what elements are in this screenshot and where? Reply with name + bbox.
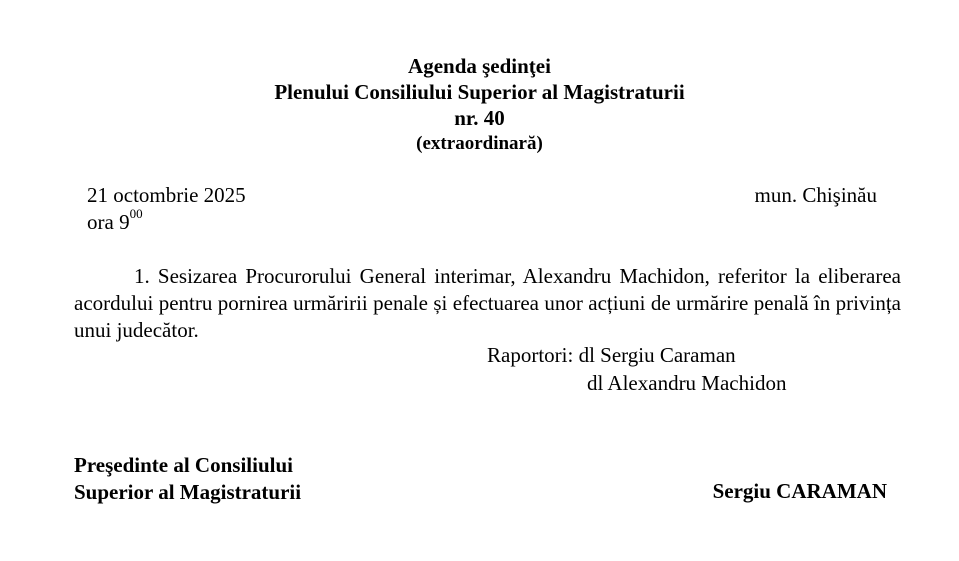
heading-title: Agenda şedinţei [408,54,551,78]
meeting-time [87,206,143,235]
rapporteurs-line-2: dl Alexandru Machidon [587,371,787,395]
signatory-title-line-2: Superior al Magistraturii [74,480,302,504]
heading-session-type: (extraordinară) [416,133,543,154]
document-heading [0,53,959,157]
signatory-title-line-1: Preşedinte al Consiliului [74,453,293,477]
rapporteurs-line-1: Raportori: dl Sergiu Caraman [487,343,736,367]
meeting-date: 21 octombrie 2025 [87,183,246,207]
agenda-item-1: 1. Sesizarea Procurorului General interimar, Alexandru Machidon, referitor la eliberarea acordului pentru pornirea urmăririi penale și efectuarea unor acțiuni de urmărire penală în privința unui judecător. [74,264,901,342]
signatory-name: Sergiu CARAMAN [712,479,887,503]
signatory-title [74,452,301,506]
heading-institution: Plenului Consiliului Superior al Magistraturii [274,80,685,104]
meeting-time-minutes: 00 [129,206,143,221]
meeting-city: mun. Chişinău [754,183,877,207]
meeting-time-label: ora 9 [87,210,130,234]
heading-number: nr. 40 [454,106,505,130]
